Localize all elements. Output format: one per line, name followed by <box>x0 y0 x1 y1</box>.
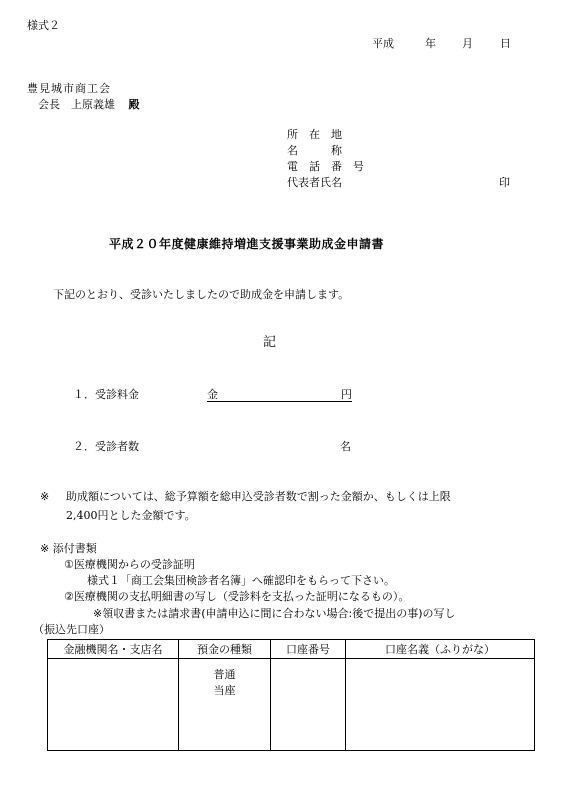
address-label: 所 在 地 <box>287 128 342 141</box>
bank-branch-header: 金融機関名・支店名 <box>48 640 179 659</box>
intro-text: 下記のとおり、受診いたしましたので助成金を申請します。 <box>53 288 350 301</box>
addressee-person-name: 会長 上原義雄 <box>38 98 115 111</box>
attachment-line-2: 様式１「商工会集団検診者名簿」へ確認印をもらって下さい。 <box>87 574 395 587</box>
company-name-label: 名 称 <box>287 144 342 157</box>
attachment-line-1: ①医療機関からの受診証明 <box>64 558 195 571</box>
deposit-type-ordinary: 普通 <box>213 668 236 681</box>
account-holder-cell[interactable] <box>346 659 535 751</box>
count-unit: 名 <box>340 440 351 453</box>
date-month: 月 <box>462 37 473 50</box>
item-fee-label: １．受診料金 <box>73 388 139 401</box>
fee-amount-field[interactable] <box>207 389 352 402</box>
fee-prefix: 金 <box>207 388 218 401</box>
date-day: 日 <box>500 37 511 50</box>
document-title: 平成２０年度健康維持増進支援事業助成金申請書 <box>109 237 385 251</box>
attachment-line-3: ②医療機関の支払明細書の写し（受診料を支払った証明になるもの）。 <box>64 590 410 603</box>
addressee-person <box>38 99 140 110</box>
note-line-1: 助成額については、総予算額を総申込受診者数で割った金額か、もしくは上限 <box>66 490 451 503</box>
phone-label: 電 話 番 号 <box>287 160 364 173</box>
attachments-heading: ※ 添付書類 <box>40 542 97 555</box>
item-count-label: ２．受診者数 <box>73 440 139 453</box>
addressee-org: 豊見城市商工会 <box>27 82 111 95</box>
account-holder-header: 口座名義（ふりがな） <box>346 640 535 659</box>
account-caption: （振込先口座） <box>33 623 110 636</box>
note-mark: ※ <box>40 490 50 503</box>
date-era: 平成 <box>372 37 394 50</box>
form-number: 様式２ <box>27 19 60 32</box>
note-line-2: 2,400円とした金額です。 <box>66 509 196 522</box>
deposit-type-cell[interactable] <box>179 659 271 751</box>
bank-branch-cell[interactable] <box>48 659 179 751</box>
account-number-header: 口座番号 <box>271 640 346 659</box>
account-number-cell[interactable] <box>271 659 346 751</box>
representative-label: 代表者氏名 <box>287 176 342 189</box>
date-year: 年 <box>425 37 436 50</box>
fee-unit: 円 <box>341 388 352 401</box>
ki-heading: 記 <box>263 335 277 350</box>
deposit-type-current: 当座 <box>213 684 236 697</box>
account-entry-row <box>48 659 535 751</box>
seal-mark: 印 <box>499 176 510 189</box>
deposit-type-header: 預金の種類 <box>179 640 271 659</box>
account-table <box>47 639 535 751</box>
account-header-row <box>48 640 535 659</box>
attachment-line-4: ※領収書または請求書(申請申込に間に合わない場合:後で提出の事)の写し <box>93 607 456 620</box>
addressee-honorific: 殿 <box>128 98 140 111</box>
